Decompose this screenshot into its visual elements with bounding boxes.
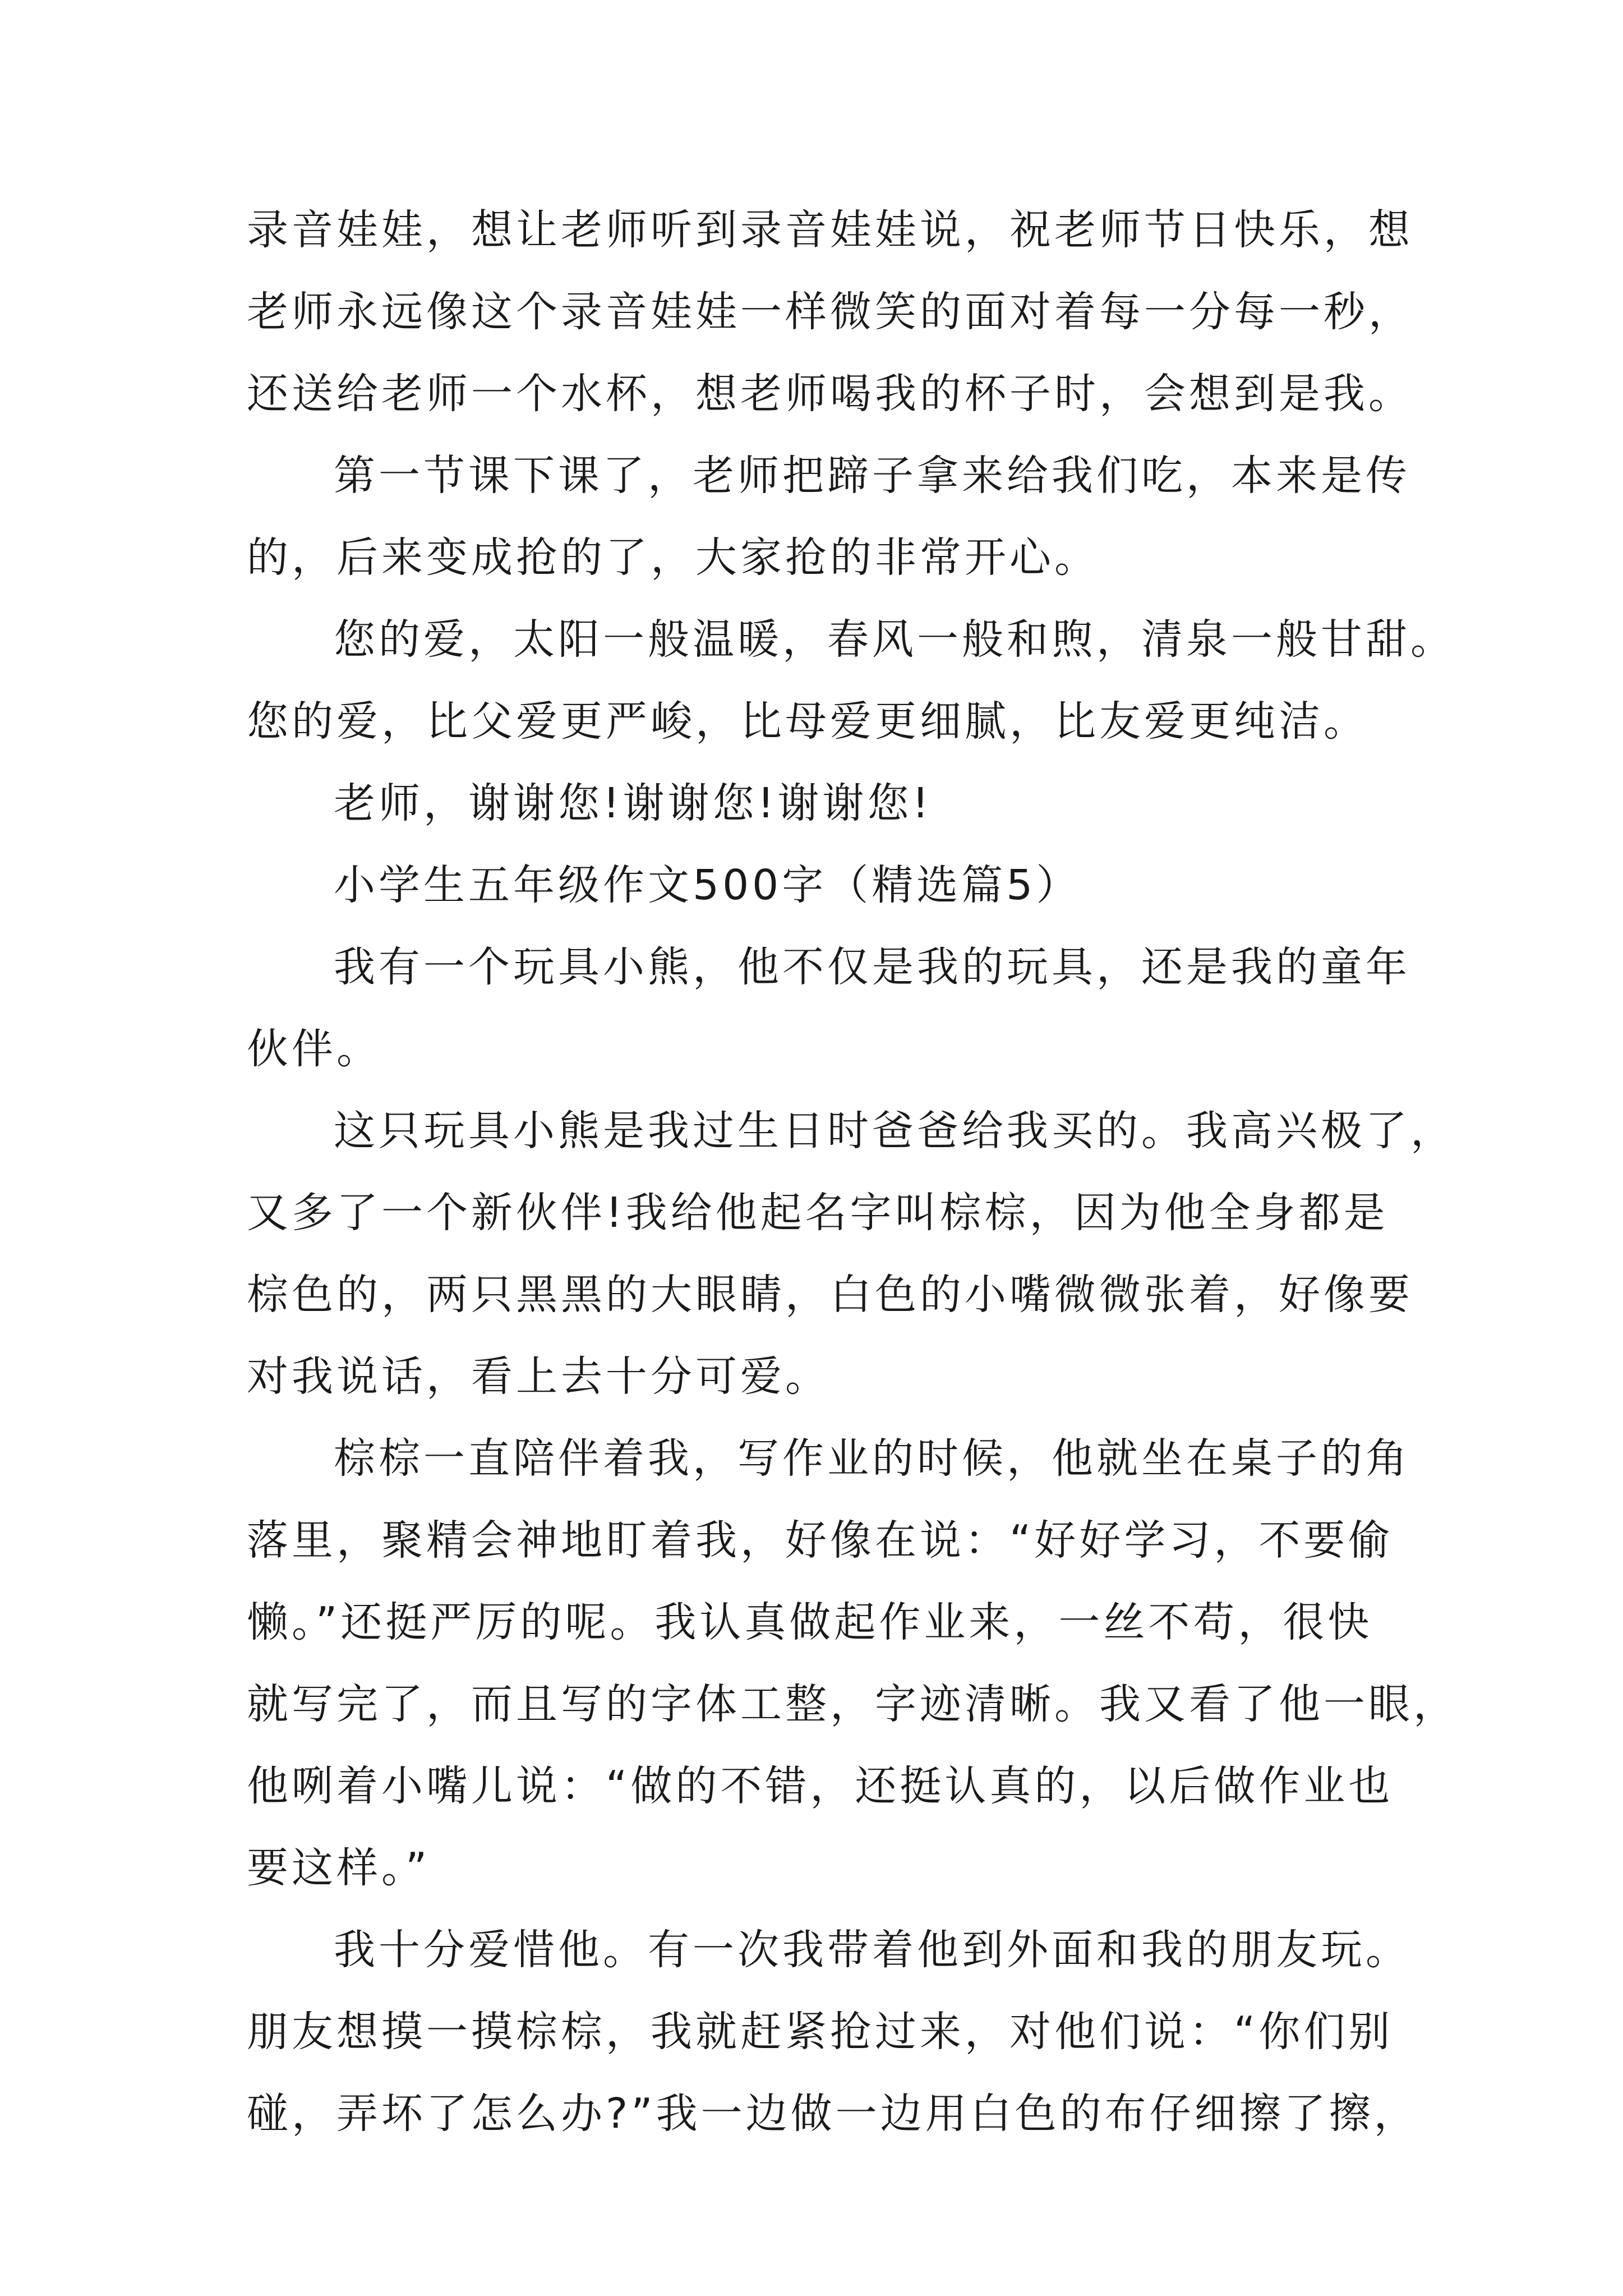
text-line-6: 您的爱，太阳一般温暖，春风一般和煦，清泉一般甘甜。	[334, 615, 1455, 664]
text-line-1: 录音娃娃，想让老师听到录音娃娃说，祝老师节日快乐，想	[247, 206, 1413, 254]
text-line-11: 伙伴。	[247, 1025, 381, 1073]
text-line-22: 我十分爱惜他。有一次我带着他到外面和我的朋友玩。	[334, 1926, 1410, 1974]
text-line-2: 老师永远像这个录音娃娃一样微笑的面对着每一分每一秒，	[247, 288, 1413, 336]
text-line-5: 的，后来变成抢的了，大家抢的非常开心。	[247, 533, 1099, 582]
text-line-16: 棕棕一直陪伴着我，写作业的时候，他就坐在桌子的角	[334, 1434, 1410, 1483]
text-line-19: 就写完了，而且写的字体工整，字迹清晰。我又看了他一眼，	[247, 1680, 1458, 1728]
text-line-4: 第一节课下课了，老师把蹄子拿来给我们吃，本来是传	[334, 452, 1410, 500]
text-line-13: 又多了一个新伙伴!我给他起名字叫棕棕，因为他全身都是	[247, 1189, 1389, 1237]
text-line-20: 他咧着小嘴儿说：“做的不错，还挺认真的，以后做作业也	[247, 1762, 1394, 1810]
text-line-24: 碰，弄坏了怎么办?”我一边做一边用白色的布仔细擦了擦，	[247, 2090, 1419, 2138]
text-line-8: 老师，谢谢您!谢谢您!谢谢您!	[334, 779, 932, 827]
text-line-17: 落里，聚精会神地盯着我，好像在说：“好好学习，不要偷	[247, 1516, 1394, 1565]
text-line-23: 朋友想摸一摸棕棕，我就赶紧抢过来，对他们说：“你们别	[247, 2008, 1394, 2056]
text-line-7: 您的爱，比父爱更严峻，比母爱更细腻，比友爱更纯洁。	[247, 697, 1368, 746]
text-line-15: 对我说话，看上去十分可爱。	[247, 1352, 830, 1401]
text-line-14: 棕色的，两只黑黑的大眼睛，白色的小嘴微微张着，好像要	[247, 1271, 1413, 1319]
text-line-18: 懒。”还挺严厉的呢。我认真做起作业来，一丝不苟，很快	[247, 1598, 1373, 1646]
section-heading: 小学生五年级作文500字（精选篇5）	[334, 861, 1081, 909]
text-line-21: 要这样。”	[247, 1844, 431, 1892]
text-line-3: 还送给老师一个水杯，想老师喝我的杯子时，会想到是我。	[247, 370, 1413, 418]
text-line-12: 这只玩具小熊是我过生日时爸爸给我买的。我高兴极了，	[334, 1107, 1455, 1155]
text-line-10: 我有一个玩具小熊，他不仅是我的玩具，还是我的童年	[334, 943, 1410, 991]
